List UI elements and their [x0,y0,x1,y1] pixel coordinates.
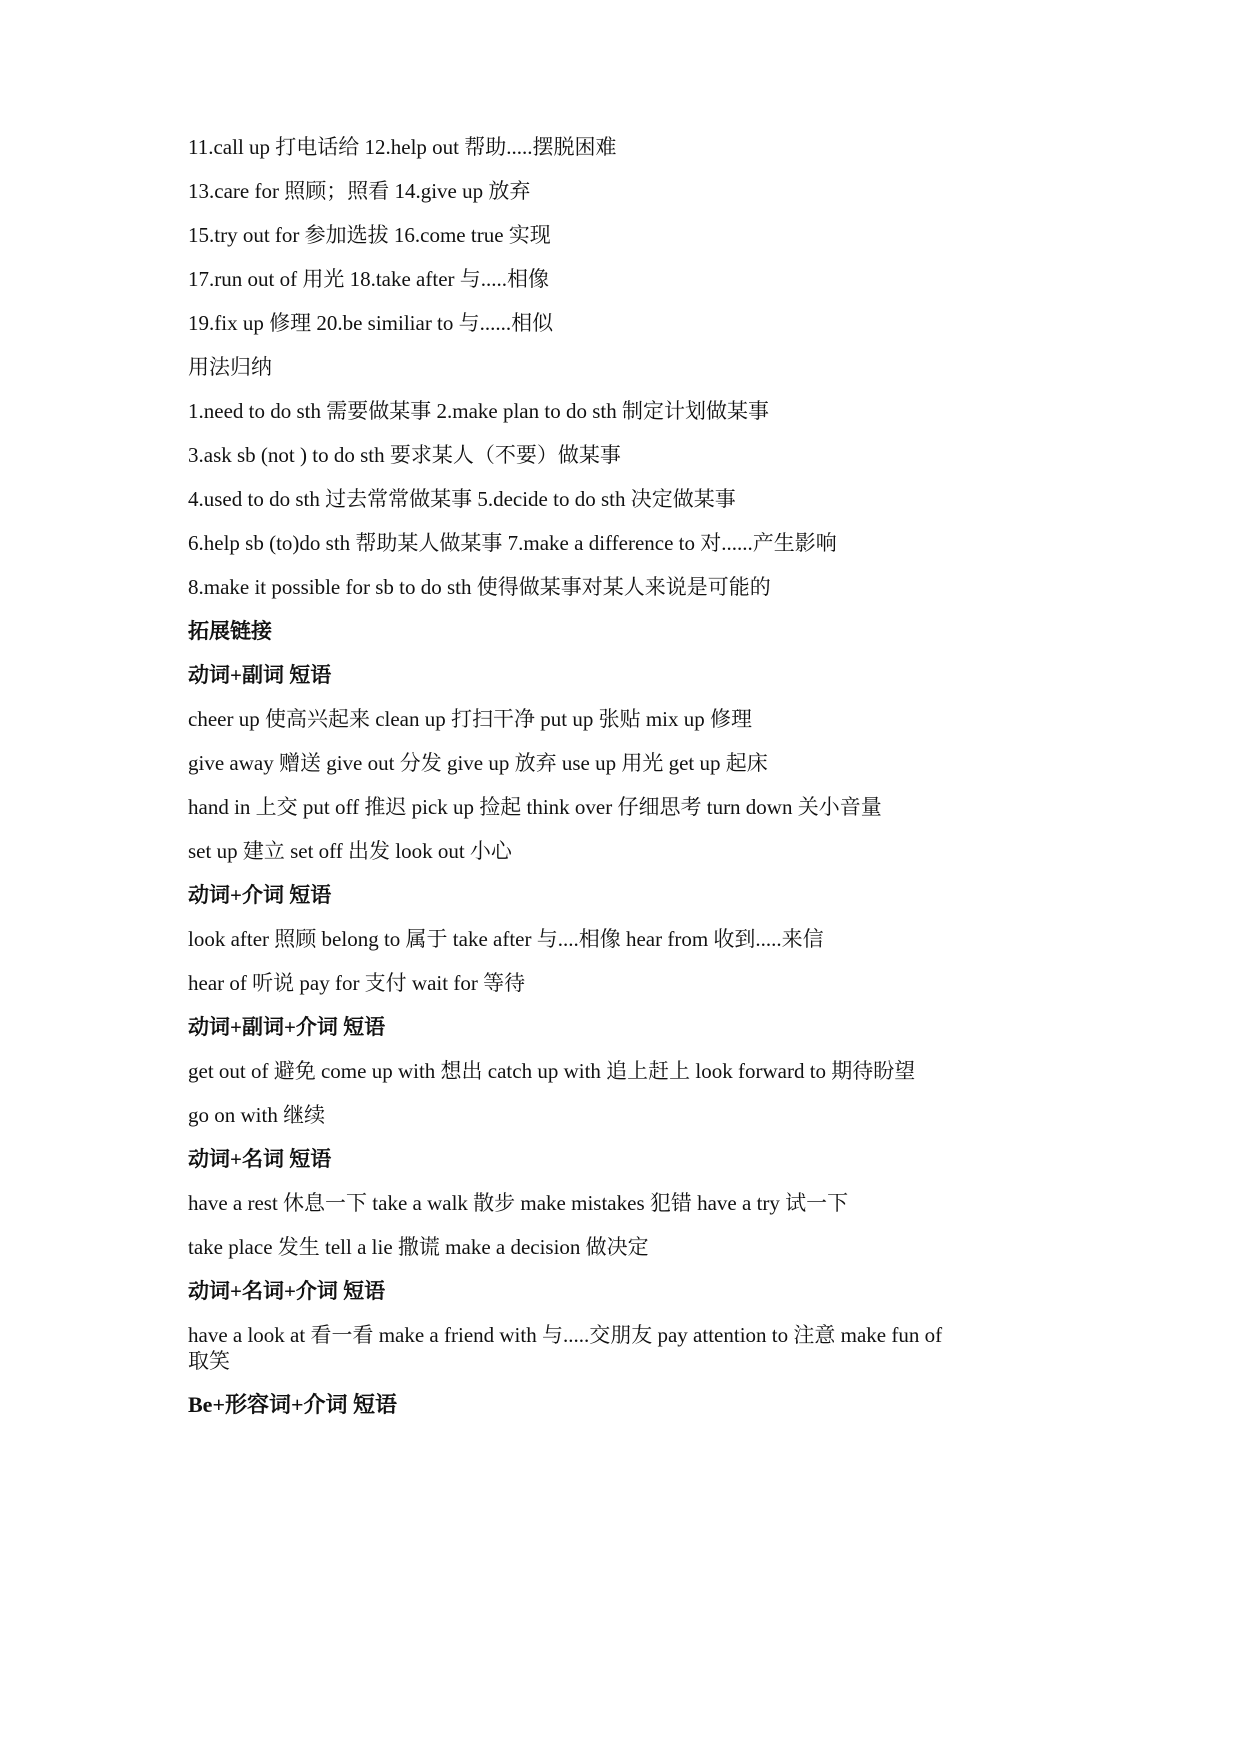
text-line: take place 发生 tell a lie 撒谎 make a decision 做决定 [188,1235,649,1259]
section-label: 用法归纳 [188,355,272,379]
section-heading: 动词+副词+介词 短语 [188,1015,386,1039]
section-heading: 动词+名词+介词 短语 [188,1279,386,1303]
text-line: get out of 避免 come up with 想出 catch up with 追上赶上 look forward to 期待盼望 [188,1059,916,1083]
text-line: 13.care for 照顾；照看 14.give up 放弃 [188,179,531,203]
text-line: 3.ask sb (not ) to do sth 要求某人（不要）做某事 [188,443,621,467]
section-heading: 拓展链接 [188,619,272,643]
text-line: give away 赠送 give out 分发 give up 放弃 use up 用光 get up 起床 [188,751,768,775]
text-line: 取笑 [188,1349,230,1373]
text-line: 11.call up 打电话给 12.help out 帮助.....摆脱困难 [188,135,617,159]
section-heading: 动词+副词 短语 [188,663,332,687]
section-heading: 动词+介词 短语 [188,883,332,907]
text-line: have a look at 看一看 make a friend with 与.....交朋友 pay attention to 注意 make fun of [188,1323,943,1347]
text-line: hear of 听说 pay for 支付 wait for 等待 [188,971,526,995]
text-line: 8.make it possible for sb to do sth 使得做某事对某人来说是可能的 [188,575,771,599]
text-line: 15.try out for 参加选拔 16.come true 实现 [188,223,551,247]
text-line: 1.need to do sth 需要做某事 2.make plan to do sth 制定计划做某事 [188,399,769,423]
text-line: go on with 继续 [188,1103,326,1127]
section-heading: 动词+名词 短语 [188,1147,332,1171]
text-line: set up 建立 set off 出发 look out 小心 [188,839,512,863]
text-line: cheer up 使高兴起来 clean up 打扫干净 put up 张贴 mix up 修理 [188,707,753,731]
text-line: 17.run out of 用光 18.take after 与.....相像 [188,267,550,291]
text-line: hand in 上交 put off 推迟 pick up 捡起 think over 仔细思考 turn down 关小音量 [188,795,882,819]
text-line: look after 照顾 belong to 属于 take after 与....相像 hear from 收到.....来信 [188,927,824,951]
section-heading: Be+形容词+介词 短语 [188,1392,398,1417]
text-line: 6.help sb (to)do sth 帮助某人做某事 7.make a difference to 对......产生影响 [188,531,837,555]
text-line: 4.used to do sth 过去常常做某事 5.decide to do sth 决定做某事 [188,487,736,511]
text-line: 19.fix up 修理 20.be similiar to 与......相似 [188,311,554,335]
text-line: have a rest 休息一下 take a walk 散步 make mistakes 犯错 have a try 试一下 [188,1191,849,1215]
